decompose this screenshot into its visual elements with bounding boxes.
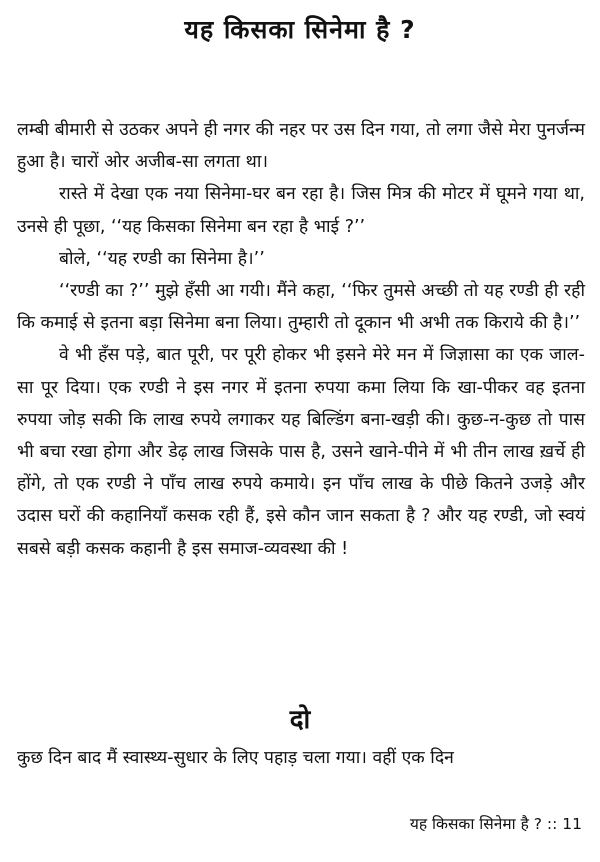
section-heading: दो (289, 705, 311, 735)
paragraph-4: ‘‘रण्डी का ?’’ मुझे हँसी आ गयी। मैंने कहा, ‘‘फिर तुमसे अच्छी तो यह रण्डी ही रही कि कमाई से इतना बड़ा सिनेमा बना लिया। तुम्हारी तो दूकान भी अभी तक किराये की है।’’ (17, 281, 585, 334)
running-title: यह किसका सिनेमा है ? :: (409, 815, 558, 833)
paragraph-2: रास्ते में देखा एक नया सिनेमा-घर बन रहा है। जिस मित्र की मोटर में घूमने गया था, उनसे ही पूछा, ‘‘यह किसका सिनेमा बन रहा है भाई ?’’ (17, 184, 585, 237)
paragraph-5: वे भी हँस पड़े, बात पूरी, पर पूरी होकर भी इसने मेरे मन में जिज्ञासा का एक जाल-सा पूर दिया। एक रण्डी ने इस नगर में इतना रुपया कमा लिया कि खा-पीकर वह इतना रुपया जोड़ सकी कि लाख रुपये लगाकर यह बिल्डिंग बना-खड़ी की। कुछ-न-कुछ तो पास भी बचा रखा होगा और डेढ़ लाख जिसके पास है, उसने खाने-पीने में भी तीन लाख ख़र्चे ही होंगे, तो एक रण्डी ने पाँच लाख रुपये कमाये। इन पाँच लाख के पीछे कितने उजड़े और उदास घरों की कहानियाँ कसक रही हैं, इसे कौन जान सकता है ? और यह रण्डी, जो स्वयं सबसे बड़ी कसक कहानी है इस समाज-व्यवस्था की ! (17, 345, 585, 559)
paragraph-3: बोले, ‘‘यह रण्डी का सिनेमा है।’’ (59, 248, 265, 269)
section-first-line: कुछ दिन बाद मैं स्वास्थ्य-सुधार के लिए पहाड़ चला गया। वहीं एक दिन (17, 748, 454, 768)
chapter-title: यह किसका सिनेमा है ? (184, 15, 416, 44)
paragraph-1: लम्बी बीमारी से उठकर अपने ही नगर की नहर पर उस दिन गया, तो लगा जैसे मेरा पुनर्जन्म हुआ है। चारों ओर अजीब-सा लगता था। (17, 120, 585, 173)
chapter-body (17, 114, 585, 565)
page-number: 11 (562, 815, 582, 833)
page-footer (410, 812, 582, 834)
